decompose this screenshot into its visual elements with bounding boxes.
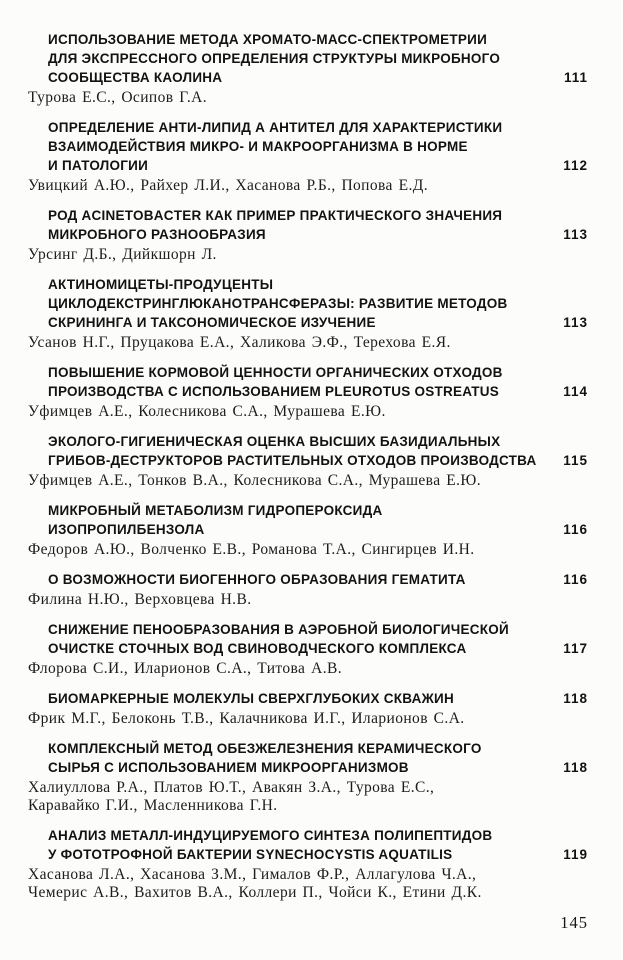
entry-authors xyxy=(28,334,588,352)
entry-author-line: Федоров А.Ю., Волченко Е.В., Романова Т.А., Сингирцев И.Н. xyxy=(28,541,475,558)
entry-title-text: ДЛЯ ЭКСПРЕССНОГО ОПРЕДЕЛЕНИЯ СТРУКТУРЫ МИКРОБНОГО xyxy=(48,51,501,66)
entry-title-text: ГРИБОВ-ДЕСТРУКТОРОВ РАСТИТЕЛЬНЫХ ОТХОДОВ ПРОИЗВОДСТВА xyxy=(48,453,537,468)
entry-title-line xyxy=(28,689,588,708)
entry-title-text: И ПАТОЛОГИИ xyxy=(48,158,149,173)
entry-title-line xyxy=(28,206,588,225)
entry-author-line: Чемерис А.В., Вахитов В.А., Коллери П., Чойси К., Етини Д.К. xyxy=(28,884,482,901)
entry-authors xyxy=(28,591,588,609)
entry-page-number: 118 xyxy=(563,691,588,706)
entry-title-line xyxy=(28,156,588,175)
toc-entry xyxy=(28,30,588,107)
entry-authors xyxy=(28,403,588,421)
entry-title xyxy=(28,432,588,470)
entry-title xyxy=(28,363,588,401)
entry-page-number: 118 xyxy=(563,760,588,775)
entry-title xyxy=(28,501,588,539)
entry-page-number: 114 xyxy=(563,384,588,399)
toc-entry xyxy=(28,739,588,815)
entry-title-line xyxy=(28,382,588,401)
entry-title-line xyxy=(28,826,588,845)
entry-authors xyxy=(28,779,588,815)
entry-author-line: Филина Н.Ю., Верховцева Н.В. xyxy=(28,591,252,608)
entry-title-text: БИОМАРКЕРНЫЕ МОЛЕКУЛЫ СВЕРХГЛУБОКИХ СКВАЖИН xyxy=(48,691,454,706)
entry-title-text: ОЧИСТКЕ СТОЧНЫХ ВОД СВИНОВОДЧЕСКОГО КОМПЛЕКСА xyxy=(48,641,467,656)
entry-title-line xyxy=(28,68,588,87)
entry-author-line: Каравайко Г.И., Масленникова Г.Н. xyxy=(28,797,278,814)
entry-title-line xyxy=(28,501,588,520)
entry-title-text: ЭКОЛОГО-ГИГИЕНИЧЕСКАЯ ОЦЕНКА ВЫСШИХ БАЗИДИАЛЬНЫХ xyxy=(48,434,501,449)
entry-title-line xyxy=(28,520,588,539)
entry-title xyxy=(28,570,588,589)
entry-page-number: 116 xyxy=(563,522,588,537)
entry-title-line xyxy=(28,30,588,49)
entry-authors xyxy=(28,541,588,559)
toc-list xyxy=(28,30,588,902)
entry-page-number: 119 xyxy=(563,847,588,862)
toc-entry xyxy=(28,118,588,195)
entry-authors xyxy=(28,89,588,107)
entry-title-line xyxy=(28,570,588,589)
toc-entry xyxy=(28,826,588,902)
entry-page-number: 113 xyxy=(563,315,588,330)
entry-title-text: СООБЩЕСТВА КАОЛИНА xyxy=(48,70,223,85)
entry-author-line: Усанов Н.Г., Пруцакова Е.А., Халикова Э.Ф., Терехова Е.Я. xyxy=(28,334,451,351)
toc-entry xyxy=(28,275,588,352)
entry-title-text: МИКРОБНЫЙ МЕТАБОЛИЗМ ГИДРОПЕРОКСИДА xyxy=(48,503,383,518)
entry-title-line xyxy=(28,451,588,470)
entry-author-line: Увицкий А.Ю., Райхер Л.И., Хасанова Р.Б., Попова Е.Д. xyxy=(28,177,428,194)
entry-title-line xyxy=(28,275,588,294)
entry-title xyxy=(28,620,588,658)
entry-page-number: 117 xyxy=(563,641,588,656)
entry-title-text: ПОВЫШЕНИЕ КОРМОВОЙ ЦЕННОСТИ ОРГАНИЧЕСКИХ ОТХОДОВ xyxy=(48,365,503,380)
toc-entry xyxy=(28,363,588,421)
entry-title-text: СЫРЬЯ С ИСПОЛЬЗОВАНИЕМ МИКРООРГАНИЗМОВ xyxy=(48,760,409,775)
entry-authors xyxy=(28,710,588,728)
entry-title-line xyxy=(28,758,588,777)
entry-title-line xyxy=(28,137,588,156)
entry-page-number: 115 xyxy=(563,453,588,468)
entry-title-line xyxy=(28,639,588,658)
entry-authors xyxy=(28,866,588,902)
entry-page-number: 112 xyxy=(563,158,588,173)
entry-title-text: РОД ACINETOBACTER КАК ПРИМЕР ПРАКТИЧЕСКОГО ЗНАЧЕНИЯ xyxy=(48,208,503,223)
entry-title-text: АНАЛИЗ МЕТАЛЛ-ИНДУЦИРУЕМОГО СИНТЕЗА ПОЛИПЕПТИДОВ xyxy=(48,828,493,843)
entry-title xyxy=(28,689,588,708)
entry-title-text: АКТИНОМИЦЕТЫ-ПРОДУЦЕНТЫ xyxy=(48,277,274,292)
entry-title-line xyxy=(28,225,588,244)
entry-author-line: Флорова С.И., Иларионов С.А., Титова А.В. xyxy=(28,660,342,677)
entry-title-text: ИЗОПРОПИЛБЕНЗОЛА xyxy=(48,522,205,537)
entry-author-line: Халиуллова Р.А., Платов Ю.Т., Авакян З.А., Турова Е.С., xyxy=(28,779,435,796)
entry-title-text: ПРОИЗВОДСТВА С ИСПОЛЬЗОВАНИЕМ PLEUROTUS OSTREATUS xyxy=(48,384,500,399)
entry-title-text: ИСПОЛЬЗОВАНИЕ МЕТОДА ХРОМАТО-МАСС-СПЕКТРОМЕТРИИ xyxy=(48,32,488,47)
entry-title xyxy=(28,30,588,87)
page-number-footer: 145 xyxy=(560,913,588,932)
entry-author-line: Фрик М.Г., Белоконь Т.В., Калачникова И.Г., Иларионов С.А. xyxy=(28,710,465,727)
entry-title-text: ОПРЕДЕЛЕНИЕ АНТИ-ЛИПИД А АНТИТЕЛ ДЛЯ ХАРАКТЕРИСТИКИ xyxy=(48,120,503,135)
entry-title xyxy=(28,275,588,332)
entry-title-line xyxy=(28,432,588,451)
entry-title-line xyxy=(28,363,588,382)
entry-authors xyxy=(28,246,588,264)
entry-title-line xyxy=(28,294,588,313)
entry-title-text: СНИЖЕНИЕ ПЕНООБРАЗОВАНИЯ В АЭРОБНОЙ БИОЛОГИЧЕСКОЙ xyxy=(48,622,509,637)
entry-page-number: 116 xyxy=(563,572,588,587)
entry-author-line: Уфимцев А.Е., Колесникова С.А., Мурашева Е.Ю. xyxy=(28,403,386,420)
entry-title-text: ВЗАИМОДЕЙСТВИЯ МИКРО- И МАКРООРГАНИЗМА В НОРМЕ xyxy=(48,139,468,154)
entry-title xyxy=(28,206,588,244)
entry-title-line xyxy=(28,118,588,137)
entry-author-line: Урсинг Д.Б., Дийкшорн Л. xyxy=(28,246,217,263)
entry-title xyxy=(28,739,588,777)
entry-title-text: У ФОТОТРОФНОЙ БАКТЕРИИ SYNECHOCYSTIS AQUATILIS xyxy=(48,847,453,862)
entry-title-text: О ВОЗМОЖНОСТИ БИОГЕННОГО ОБРАЗОВАНИЯ ГЕМАТИТА xyxy=(48,572,466,587)
entry-page-number: 111 xyxy=(563,70,588,85)
toc-entry xyxy=(28,501,588,559)
entry-title-line xyxy=(28,739,588,758)
entry-title xyxy=(28,826,588,864)
entry-author-line: Уфимцев А.Е., Тонков В.А., Колесникова С.А., Мурашева Е.Ю. xyxy=(28,472,482,489)
toc-entry xyxy=(28,206,588,264)
entry-author-line: Хасанова Л.А., Хасанова З.М., Гималов Ф.Р., Аллагулова Ч.А., xyxy=(28,866,477,883)
entry-authors xyxy=(28,472,588,490)
entry-title-text: СКРИНИНГА И ТАКСОНОМИЧЕСКОЕ ИЗУЧЕНИЕ xyxy=(48,315,376,330)
entry-author-line: Турова Е.С., Осипов Г.А. xyxy=(28,89,207,106)
entry-title-text: КОМПЛЕКСНЫЙ МЕТОД ОБЕЗЖЕЛЕЗНЕНИЯ КЕРАМИЧЕСКОГО xyxy=(48,741,482,756)
entry-title-line xyxy=(28,845,588,864)
entry-title-text: МИКРОБНОГО РАЗНООБРАЗИЯ xyxy=(48,227,266,242)
entry-title-line xyxy=(28,49,588,68)
entry-authors xyxy=(28,660,588,678)
entry-title-line xyxy=(28,313,588,332)
toc-entry xyxy=(28,570,588,609)
entry-title-line xyxy=(28,620,588,639)
toc-entry xyxy=(28,432,588,490)
entry-page-number: 113 xyxy=(563,227,588,242)
toc-entry xyxy=(28,689,588,728)
toc-entry xyxy=(28,620,588,678)
entry-title-text: ЦИКЛОДЕКСТРИНГЛЮКАНОТРАНСФЕРАЗЫ: РАЗВИТИЕ МЕТОДОВ xyxy=(48,296,508,311)
entry-authors xyxy=(28,177,588,195)
entry-title xyxy=(28,118,588,175)
